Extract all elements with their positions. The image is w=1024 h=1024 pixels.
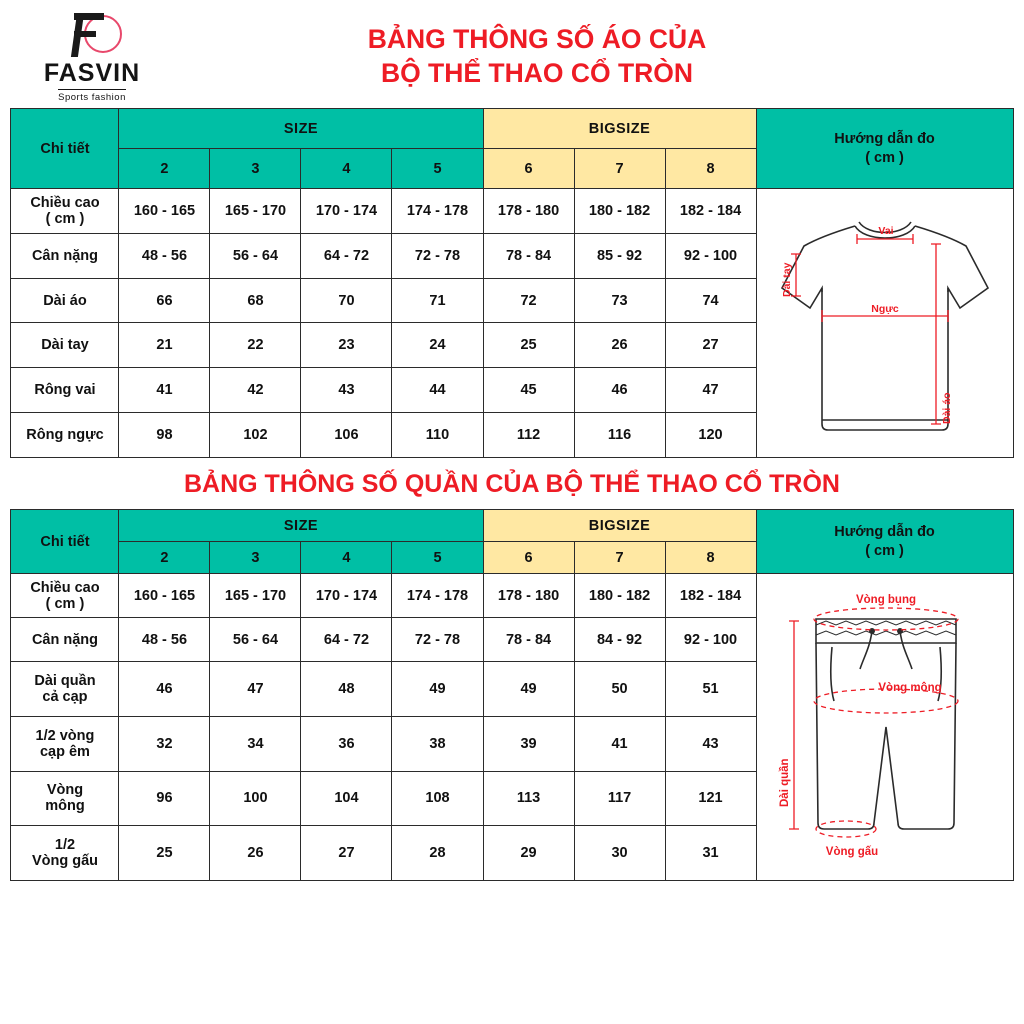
cell: 180 - 182 <box>574 574 665 618</box>
cell: 50 <box>574 662 665 717</box>
table-row <box>11 189 1013 234</box>
row-label-line1: Dài quần <box>34 673 96 690</box>
bigsize-col-7: 7 <box>574 542 665 574</box>
cell: 170 - 174 <box>301 189 392 234</box>
page-header <box>0 0 1024 108</box>
cell: 85 - 92 <box>574 233 665 278</box>
cell: 41 <box>119 368 210 413</box>
cell: 64 - 72 <box>301 618 392 662</box>
row-label <box>11 716 119 771</box>
cell: 160 - 165 <box>119 574 210 618</box>
row-label <box>11 826 119 881</box>
cell: 71 <box>392 278 483 323</box>
cell: 92 - 100 <box>665 618 756 662</box>
cell: 43 <box>665 716 756 771</box>
label-nguc: Ngực <box>870 303 899 315</box>
row-label-line2: Vòng gấu <box>31 853 98 870</box>
cell: 56 - 64 <box>210 618 301 662</box>
header-guide-line2: ( cm ) <box>865 149 904 166</box>
row-label-line2: mông <box>45 798 85 815</box>
row-label-line2: ( cm ) <box>45 595 85 612</box>
cell: 106 <box>301 413 392 458</box>
fasvin-logo-icon <box>60 11 124 59</box>
pants-size-table <box>10 509 1013 881</box>
cell: 46 <box>574 368 665 413</box>
cell: 23 <box>301 323 392 368</box>
header-detail: Chi tiết <box>11 109 119 189</box>
cell: 120 <box>665 413 756 458</box>
cell: 178 - 180 <box>483 189 574 234</box>
row-label-line1: Chiều cao <box>30 194 100 211</box>
shirt-size-table <box>10 108 1013 458</box>
cell: 116 <box>574 413 665 458</box>
size-col-3: 3 <box>210 149 301 189</box>
cell: 26 <box>210 826 301 881</box>
cell: 165 - 170 <box>210 574 301 618</box>
bigsize-col-6: 6 <box>483 149 574 189</box>
header-size: SIZE <box>119 109 483 149</box>
cell: 48 - 56 <box>119 233 210 278</box>
cell: 48 - 56 <box>119 618 210 662</box>
row-label-line2: cả cạp <box>42 689 88 706</box>
row-label: Dài áo <box>11 278 119 323</box>
cell: 27 <box>301 826 392 881</box>
cell: 160 - 165 <box>119 189 210 234</box>
cell: 43 <box>301 368 392 413</box>
size-col-3: 3 <box>210 542 301 574</box>
size-col-5: 5 <box>392 149 483 189</box>
cell: 47 <box>665 368 756 413</box>
cell: 41 <box>574 716 665 771</box>
row-label: Rông ngực <box>11 413 119 458</box>
cell: 72 - 78 <box>392 233 483 278</box>
header-size: SIZE <box>119 510 483 542</box>
brand-tagline: Sports fashion <box>58 89 126 103</box>
row-label <box>11 771 119 826</box>
page-title-line2: BỘ THỂ THAO CỔ TRÒN <box>380 58 694 88</box>
row-label: Rông vai <box>11 368 119 413</box>
row-label: Dài tay <box>11 323 119 368</box>
page-title-line1: BẢNG THÔNG SỐ ÁO CỦA <box>367 24 707 55</box>
cell: 102 <box>210 413 301 458</box>
cell: 42 <box>210 368 301 413</box>
label-vong-gau: Vòng gấu <box>825 846 878 858</box>
cell: 25 <box>119 826 210 881</box>
cell: 47 <box>210 662 301 717</box>
cell: 24 <box>392 323 483 368</box>
cell: 64 - 72 <box>301 233 392 278</box>
table-header-row <box>11 109 1013 149</box>
brand-logo <box>12 9 172 105</box>
pants-measure-diagram <box>756 574 1013 881</box>
brand-name: FASVIN <box>43 59 141 87</box>
row-label-line1: 1/2 <box>54 837 76 854</box>
cell: 68 <box>210 278 301 323</box>
page-title <box>172 23 1012 91</box>
cell: 34 <box>210 716 301 771</box>
cell: 44 <box>392 368 483 413</box>
row-label <box>11 574 119 618</box>
cell: 56 - 64 <box>210 233 301 278</box>
cell: 174 - 178 <box>392 574 483 618</box>
cell: 72 <box>483 278 574 323</box>
pants-section-title: BẢNG THÔNG SỐ QUẦN CỦA BỘ THỂ THAO CỔ TRÒN <box>183 470 840 498</box>
cell: 100 <box>210 771 301 826</box>
cell: 92 - 100 <box>665 233 756 278</box>
row-label <box>11 189 119 234</box>
label-vong-bung: Vòng bụng <box>855 594 916 606</box>
row-label <box>11 662 119 717</box>
cell: 113 <box>483 771 574 826</box>
cell: 108 <box>392 771 483 826</box>
cell: 73 <box>574 278 665 323</box>
row-label: Cân nặng <box>11 618 119 662</box>
size-col-4: 4 <box>301 149 392 189</box>
cell: 25 <box>483 323 574 368</box>
cell: 72 - 78 <box>392 618 483 662</box>
cell: 31 <box>665 826 756 881</box>
header-guide <box>756 109 1013 189</box>
row-label-line2: cạp êm <box>39 743 90 760</box>
size-col-4: 4 <box>301 542 392 574</box>
size-col-2: 2 <box>119 542 210 574</box>
bigsize-col-6: 6 <box>483 542 574 574</box>
cell: 70 <box>301 278 392 323</box>
cell: 112 <box>483 413 574 458</box>
cell: 32 <box>119 716 210 771</box>
row-label-line1: Vòng <box>46 782 84 799</box>
cell: 121 <box>665 771 756 826</box>
cell: 104 <box>301 771 392 826</box>
cell: 74 <box>665 278 756 323</box>
cell: 26 <box>574 323 665 368</box>
table-header-row <box>11 510 1013 542</box>
bigsize-col-7: 7 <box>574 149 665 189</box>
cell: 110 <box>392 413 483 458</box>
cell: 48 <box>301 662 392 717</box>
shirt-measure-diagram <box>756 189 1013 458</box>
label-vai: Vai <box>877 225 894 237</box>
header-bigsize: BIGSIZE <box>483 510 756 542</box>
header-detail: Chi tiết <box>11 510 119 574</box>
label-dai-ao: Dài áo <box>940 392 953 424</box>
row-label-line1: 1/2 vòng <box>35 727 95 744</box>
cell: 182 - 184 <box>665 574 756 618</box>
cell: 49 <box>392 662 483 717</box>
cell: 46 <box>119 662 210 717</box>
cell: 174 - 178 <box>392 189 483 234</box>
cell: 29 <box>483 826 574 881</box>
label-dai-tay: Dài tay <box>780 262 793 297</box>
header-bigsize: BIGSIZE <box>483 109 756 149</box>
cell: 96 <box>119 771 210 826</box>
cell: 78 - 84 <box>483 618 574 662</box>
label-vong-mong: Vòng mông <box>877 682 942 694</box>
cell: 78 - 84 <box>483 233 574 278</box>
cell: 21 <box>119 323 210 368</box>
cell: 38 <box>392 716 483 771</box>
label-dai-quan: Dài quần <box>778 758 791 807</box>
size-col-2: 2 <box>119 149 210 189</box>
cell: 36 <box>301 716 392 771</box>
cell: 182 - 184 <box>665 189 756 234</box>
cell: 66 <box>119 278 210 323</box>
cell: 180 - 182 <box>574 189 665 234</box>
cell: 98 <box>119 413 210 458</box>
header-guide <box>756 510 1013 574</box>
row-label: Cân nặng <box>11 233 119 278</box>
cell: 39 <box>483 716 574 771</box>
cell: 117 <box>574 771 665 826</box>
cell: 22 <box>210 323 301 368</box>
size-col-5: 5 <box>392 542 483 574</box>
header-guide-line1: Hướng dẫn đo <box>834 523 935 540</box>
cell: 28 <box>392 826 483 881</box>
cell: 51 <box>665 662 756 717</box>
header-guide-line2: ( cm ) <box>865 542 904 559</box>
table-row <box>11 574 1013 618</box>
bigsize-col-8: 8 <box>665 542 756 574</box>
cell: 170 - 174 <box>301 574 392 618</box>
header-guide-line1: Hướng dẫn đo <box>834 130 935 147</box>
bigsize-col-8: 8 <box>665 149 756 189</box>
cell: 30 <box>574 826 665 881</box>
cell: 49 <box>483 662 574 717</box>
cell: 84 - 92 <box>574 618 665 662</box>
row-label-line2: ( cm ) <box>45 210 85 227</box>
cell: 165 - 170 <box>210 189 301 234</box>
cell: 45 <box>483 368 574 413</box>
cell: 27 <box>665 323 756 368</box>
row-label-line1: Chiều cao <box>30 579 100 596</box>
cell: 178 - 180 <box>483 574 574 618</box>
